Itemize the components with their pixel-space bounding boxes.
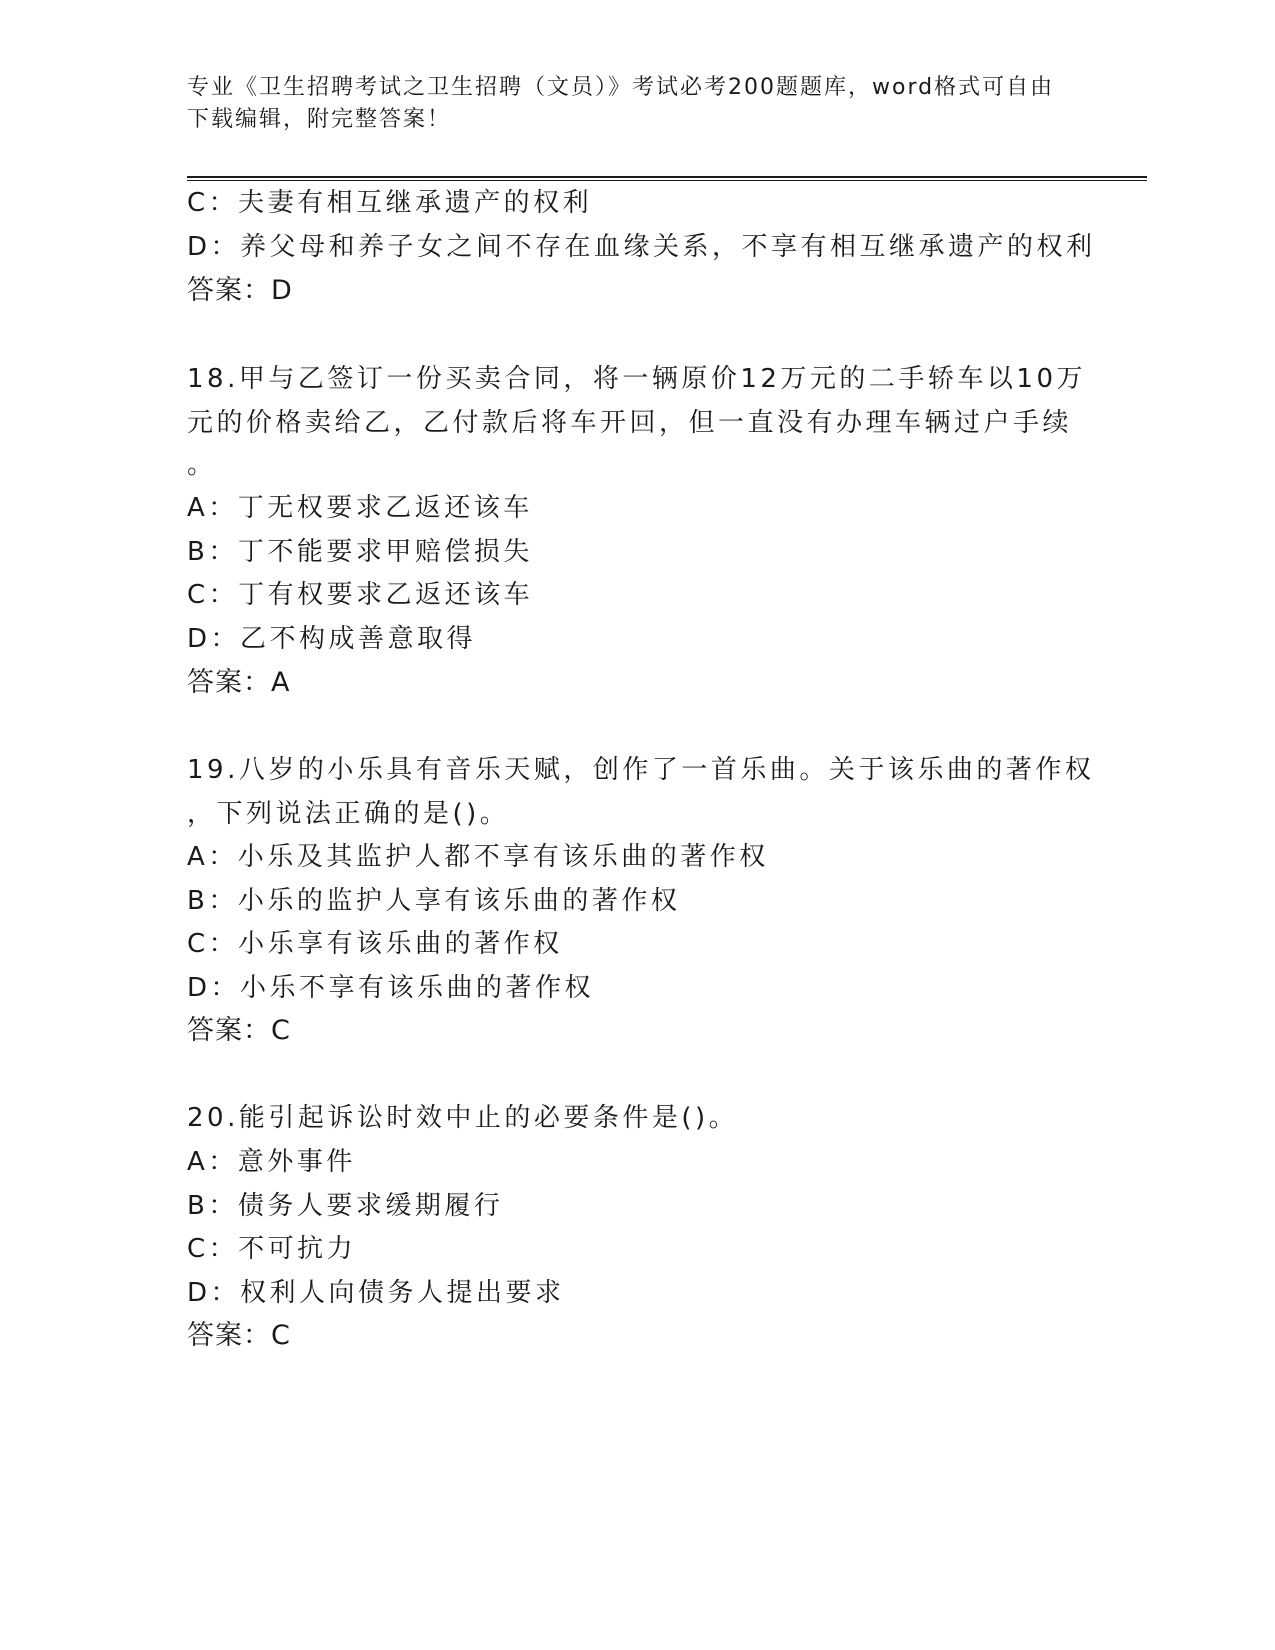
question-line: 19.八岁的小乐具有音乐天赋，创作了一首乐曲。关于该乐曲的著作权 xyxy=(187,755,1095,785)
option-line: A：意外事件 xyxy=(187,1147,356,1177)
question-line: 元的价格卖给乙，乙付款后将车开回，但一直没有办理车辆过户手续 xyxy=(187,408,1073,438)
question-line: 18.甲与乙签订一份买卖合同，将一辆原价12万元的二手轿车以10万 xyxy=(187,364,1087,394)
question-line: ，下列说法正确的是()。 xyxy=(187,799,510,829)
answer-line: 答案：A xyxy=(187,667,291,698)
option-line: D：养父母和养子女之间不存在血缘关系，不享有相互继承遗产的权利 xyxy=(187,232,1096,262)
option-line: D：权利人向债务人提出要求 xyxy=(187,1278,565,1308)
question-line: 20.能引起诉讼时效中止的必要条件是()。 xyxy=(187,1103,739,1133)
option-line: B：债务人要求缓期履行 xyxy=(187,1191,504,1221)
option-line: B：小乐的监护人享有该乐曲的著作权 xyxy=(187,886,681,916)
option-line: D：小乐不享有该乐曲的著作权 xyxy=(187,973,595,1003)
option-line: A：丁无权要求乙返还该车 xyxy=(187,493,533,523)
option-line: C：丁有权要求乙返还该车 xyxy=(187,580,534,610)
answer-line: 答案：C xyxy=(187,1320,291,1351)
option-line: B：丁不能要求甲赔偿损失 xyxy=(187,537,533,567)
answer-line: 答案：C xyxy=(187,1015,291,1046)
answer-line: 答案：D xyxy=(187,275,293,306)
question-line: 。 xyxy=(187,450,217,480)
option-line: C：不可抗力 xyxy=(187,1234,357,1264)
document-header: 专业《卫生招聘考试之卫生招聘（文员）》考试必考200题题库，word格式可自由下载编辑，附完整答案！ xyxy=(187,75,1055,132)
option-line: A：小乐及其监护人都不享有该乐曲的著作权 xyxy=(187,842,769,872)
option-line: D：乙不构成善意取得 xyxy=(187,624,477,654)
option-line: C：小乐享有该乐曲的著作权 xyxy=(187,929,563,959)
header-divider xyxy=(187,176,1147,181)
option-line: C：夫妻有相互继承遗产的权利 xyxy=(187,188,593,218)
